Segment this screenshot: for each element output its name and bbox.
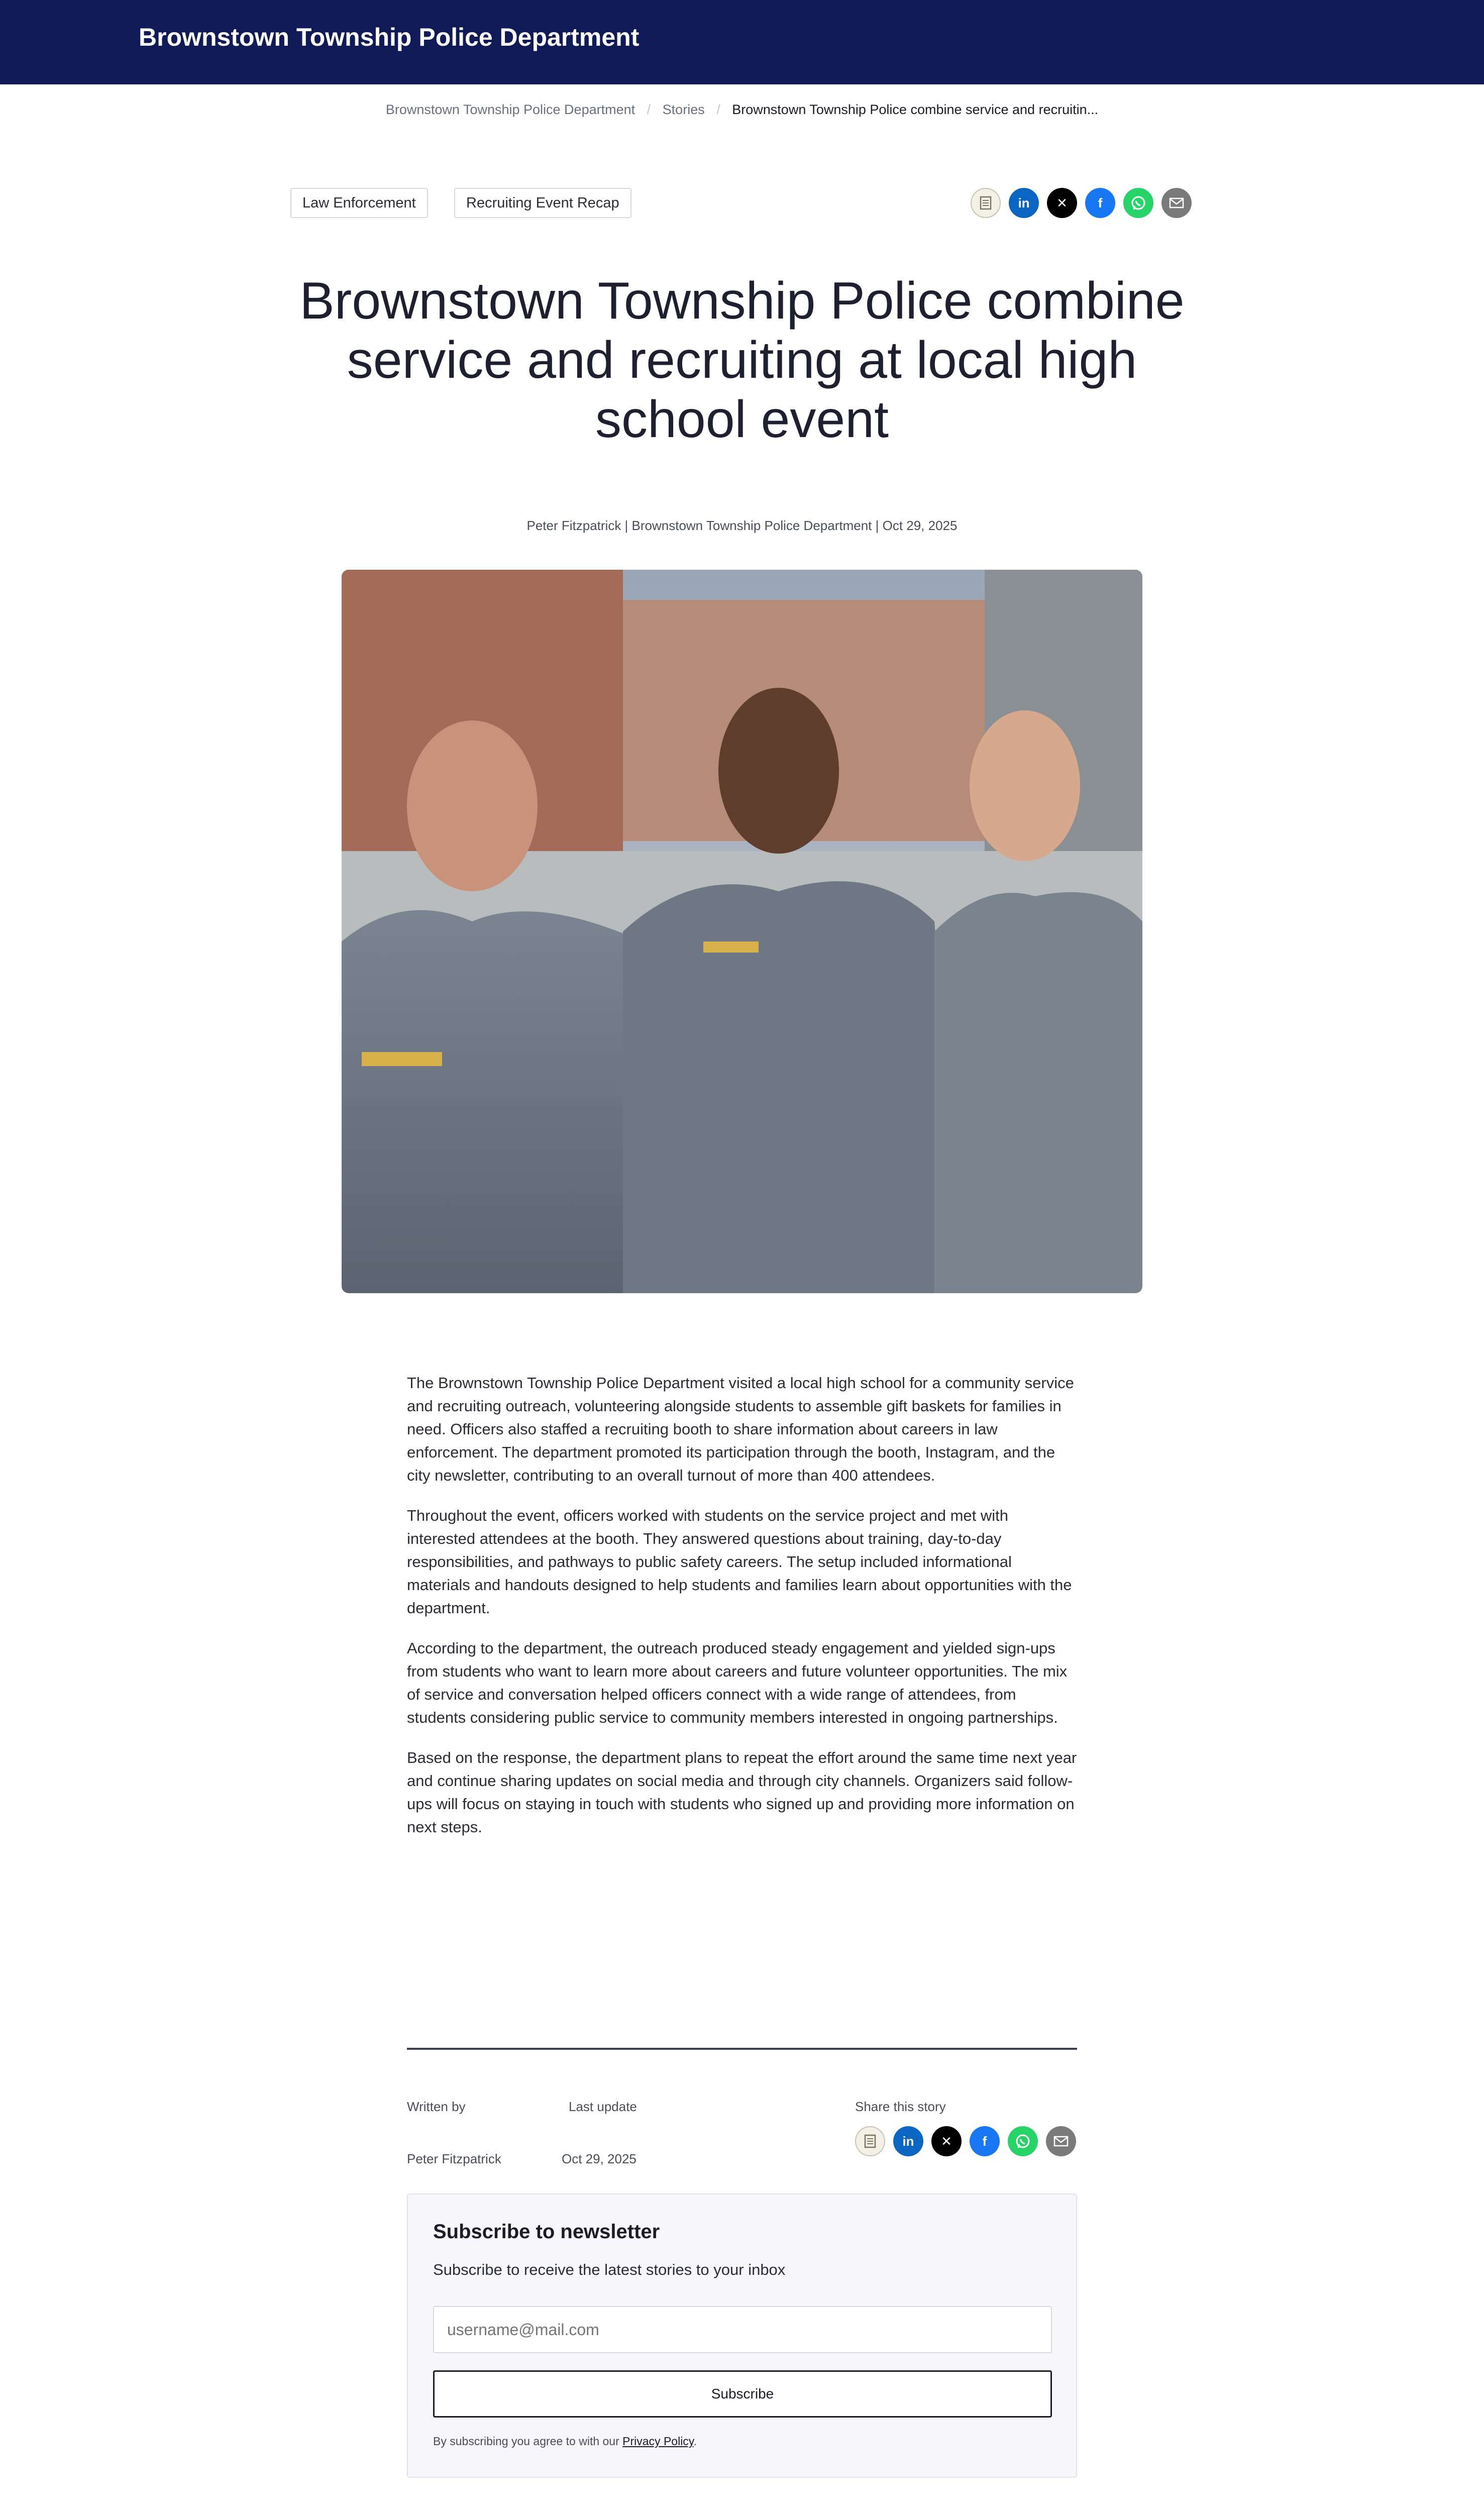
- article-tag[interactable]: Recruiting Event Recap: [454, 188, 631, 218]
- copy-icon[interactable]: [855, 2126, 885, 2156]
- breadcrumb-current: Brownstown Township Police combine service and recruitin...: [732, 101, 1099, 117]
- last-update-label: Last update: [569, 2099, 637, 2114]
- divider: [407, 2048, 1077, 2050]
- email-icon[interactable]: [1046, 2126, 1076, 2156]
- article-tag[interactable]: Law Enforcement: [290, 188, 428, 218]
- breadcrumb-section[interactable]: Stories: [662, 101, 705, 117]
- newsletter-card: [407, 2193, 1077, 2478]
- article-byline: Peter Fitzpatrick | Brownstown Township Police Department | Oct 29, 2025: [526, 518, 958, 533]
- share-bar-bottom: [855, 2126, 1076, 2156]
- x-icon[interactable]: ✕: [1047, 188, 1077, 218]
- last-update-date: Oct 29, 2025: [562, 2151, 637, 2166]
- breadcrumb: [0, 98, 1484, 120]
- site-header: [0, 0, 1484, 84]
- breadcrumb-separator: /: [716, 101, 720, 117]
- newsletter-note-text: By subscribing you agree to with our: [433, 2435, 623, 2448]
- email-icon[interactable]: [1161, 188, 1192, 218]
- author-name: Peter Fitzpatrick: [407, 2151, 501, 2166]
- article-paragraph: Based on the response, the department plans to repeat the effort around the same time next year and continue sharing updates on social media and through city channels. Organizers said follow-ups will focus on staying in touch with students who signed up and providing more information on next steps.: [407, 1749, 1077, 1836]
- site-brand[interactable]: Brownstown Township Police Department: [139, 23, 640, 51]
- email-input[interactable]: [433, 2306, 1052, 2353]
- linkedin-icon[interactable]: in: [1009, 188, 1039, 218]
- newsletter-note: [433, 2435, 697, 2448]
- share-label: Share this story: [855, 2099, 946, 2114]
- article-title: Brownstown Township Police combine service and recruiting at local high school event: [299, 272, 1185, 449]
- linkedin-icon[interactable]: in: [893, 2126, 923, 2156]
- newsletter-subtitle: Subscribe to receive the latest stories to your inbox: [433, 2261, 786, 2278]
- article-paragraph: The Brownstown Township Police Department visited a local high school for a community service and recruiting outreach, volunteering alongside students to assemble gift baskets for families in need. Officers also staffed a recruiting booth to share information about careers in law enforcement. The department promoted its participation through the booth, Instagram, and the city newsletter, contributing to an overall turnout of more than 400 attendees.: [407, 1374, 1074, 1484]
- x-icon[interactable]: ✕: [931, 2126, 962, 2156]
- article-paragraph: According to the department, the outreach produced steady engagement and yielded sign-ups from students who want to learn more about careers and future volunteer opportunities. The mix of service and conversation helped officers connect with a wide range of attendees, from students considering public service to community members interested in ongoing partnerships.: [407, 1639, 1068, 1726]
- whatsapp-icon[interactable]: [1008, 2126, 1038, 2156]
- privacy-policy-link[interactable]: Privacy Policy: [622, 2435, 694, 2448]
- written-by-label: Written by: [407, 2099, 466, 2114]
- whatsapp-icon[interactable]: [1123, 188, 1153, 218]
- facebook-icon[interactable]: f: [1085, 188, 1115, 218]
- copy-icon[interactable]: [971, 188, 1001, 218]
- article-paragraph: Throughout the event, officers worked with students on the service project and met with interested attendees at the booth. They answered questions about training, day-to-day responsibilities, and pathways to public safety careers. The setup included informational materials and handouts designed to help students and families learn about opportunities with the department.: [407, 1507, 1072, 1617]
- facebook-icon[interactable]: f: [970, 2126, 1000, 2156]
- breadcrumb-separator: /: [647, 101, 651, 117]
- breadcrumb-home[interactable]: Brownstown Township Police Department: [385, 101, 635, 117]
- article-body: [407, 1372, 1077, 1856]
- newsletter-title: Subscribe to newsletter: [433, 2221, 660, 2243]
- newsletter-note-end: .: [693, 2435, 697, 2448]
- share-bar-top: [971, 188, 1192, 218]
- article-hero-image: [342, 570, 1142, 1293]
- subscribe-button[interactable]: Subscribe: [433, 2370, 1052, 2418]
